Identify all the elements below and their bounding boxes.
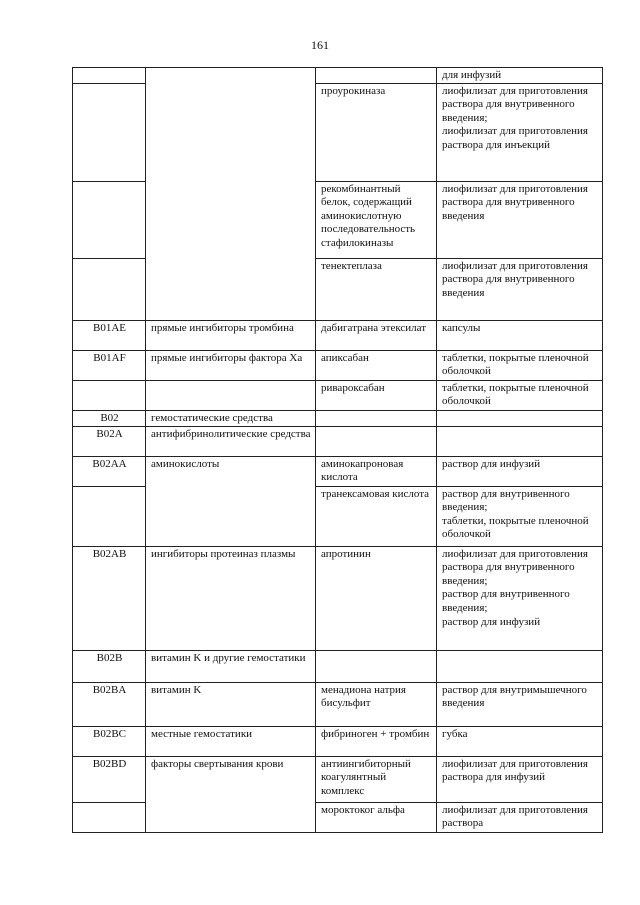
group-cell: аминокислоты: [146, 456, 316, 546]
drug-name-cell: ривароксабан: [316, 380, 437, 410]
drug-name-cell: тенектеплаза: [316, 258, 437, 320]
atc-code-cell: B02AA: [73, 456, 146, 486]
group-cell: прямые ингибиторы фактора Xa: [146, 350, 316, 380]
dosage-form-cell: [437, 650, 603, 682]
drug-name-cell: мороктоког альфа: [316, 802, 437, 832]
atc-code-cell: B02BA: [73, 682, 146, 726]
dosage-form-cell: таблетки, покрытые пленочной оболочкой: [437, 350, 603, 380]
atc-code-cell: [73, 258, 146, 320]
dosage-form-cell: [437, 426, 603, 456]
atc-code-cell: [73, 181, 146, 258]
table-row: [73, 426, 603, 456]
drug-name-cell: [316, 650, 437, 682]
drug-name-cell: дабигатрана этексилат: [316, 320, 437, 350]
atc-code-cell: B02BC: [73, 726, 146, 756]
drug-table: [72, 67, 603, 833]
drug-name-cell: менадиона натрия бисульфит: [316, 682, 437, 726]
table-row: [73, 726, 603, 756]
dosage-form-cell: лиофилизат для приготовления раствора для внутривенного введения; раствор для внутривенного введения; раствор для инфузий: [437, 546, 603, 650]
drug-name-cell: [316, 426, 437, 456]
atc-code-cell: [73, 486, 146, 546]
drug-name-cell: рекомбинантный белок, содержащий аминокислотную последовательность стафилокиназы: [316, 181, 437, 258]
atc-code-cell: [73, 802, 146, 832]
drug-table-body: [73, 68, 603, 833]
group-cell: ингибиторы протеиназ плазмы: [146, 546, 316, 650]
atc-code-cell: B02A: [73, 426, 146, 456]
table-row: [73, 410, 603, 426]
atc-code-cell: [73, 83, 146, 181]
dosage-form-cell: лиофилизат для приготовления раствора: [437, 802, 603, 832]
atc-code-cell: B02B: [73, 650, 146, 682]
dosage-form-cell: капсулы: [437, 320, 603, 350]
drug-name-cell: антиингибиторный коагулянтный комплекс: [316, 756, 437, 802]
atc-code-cell: B01AE: [73, 320, 146, 350]
table-row: [73, 456, 603, 486]
dosage-form-cell: губка: [437, 726, 603, 756]
atc-code-cell: B01AF: [73, 350, 146, 380]
table-row: [73, 350, 603, 380]
dosage-form-cell: лиофилизат для приготовления раствора для внутривенного введения: [437, 181, 603, 258]
group-cell: гемостатические средства: [146, 410, 316, 426]
drug-name-cell: фибриноген + тромбин: [316, 726, 437, 756]
dosage-form-cell: раствор для внутривенного введения; таблетки, покрытые пленочной оболочкой: [437, 486, 603, 546]
dosage-form-cell: раствор для внутримышечного введения: [437, 682, 603, 726]
drug-name-cell: транексамовая кислота: [316, 486, 437, 546]
table-row: [73, 68, 603, 84]
table-row: [73, 320, 603, 350]
dosage-form-cell: лиофилизат для приготовления раствора для внутривенного введения: [437, 258, 603, 320]
table-row: [73, 546, 603, 650]
dosage-form-cell: для инфузий: [437, 68, 603, 84]
dosage-form-cell: таблетки, покрытые пленочной оболочкой: [437, 380, 603, 410]
drug-name-cell: проурокиназа: [316, 83, 437, 181]
atc-code-cell: B02: [73, 410, 146, 426]
atc-code-cell: B02AB: [73, 546, 146, 650]
group-cell: витамин K и другие гемостатики: [146, 650, 316, 682]
atc-code-cell: [73, 68, 146, 84]
atc-code-cell: [73, 380, 146, 410]
drug-name-cell: [316, 68, 437, 84]
table-row: [73, 650, 603, 682]
dosage-form-cell: [437, 410, 603, 426]
drug-name-cell: апиксабан: [316, 350, 437, 380]
table-row: [73, 756, 603, 802]
group-cell: [146, 68, 316, 321]
dosage-form-cell: раствор для инфузий: [437, 456, 603, 486]
group-cell: факторы свертывания крови: [146, 756, 316, 832]
table-row: [73, 682, 603, 726]
group-cell: прямые ингибиторы тромбина: [146, 320, 316, 350]
group-cell: местные гемостатики: [146, 726, 316, 756]
drug-name-cell: апротинин: [316, 546, 437, 650]
group-cell: витамин K: [146, 682, 316, 726]
group-cell: [146, 380, 316, 410]
group-cell: антифибринолитические средства: [146, 426, 316, 456]
atc-code-cell: B02BD: [73, 756, 146, 802]
dosage-form-cell: лиофилизат для приготовления раствора для внутривенного введения; лиофилизат для приготовления раствора для инъекций: [437, 83, 603, 181]
drug-name-cell: аминокапроновая кислота: [316, 456, 437, 486]
page-number: 161: [311, 38, 329, 52]
table-row: [73, 380, 603, 410]
dosage-form-cell: лиофилизат для приготовления раствора для инфузий: [437, 756, 603, 802]
drug-name-cell: [316, 410, 437, 426]
